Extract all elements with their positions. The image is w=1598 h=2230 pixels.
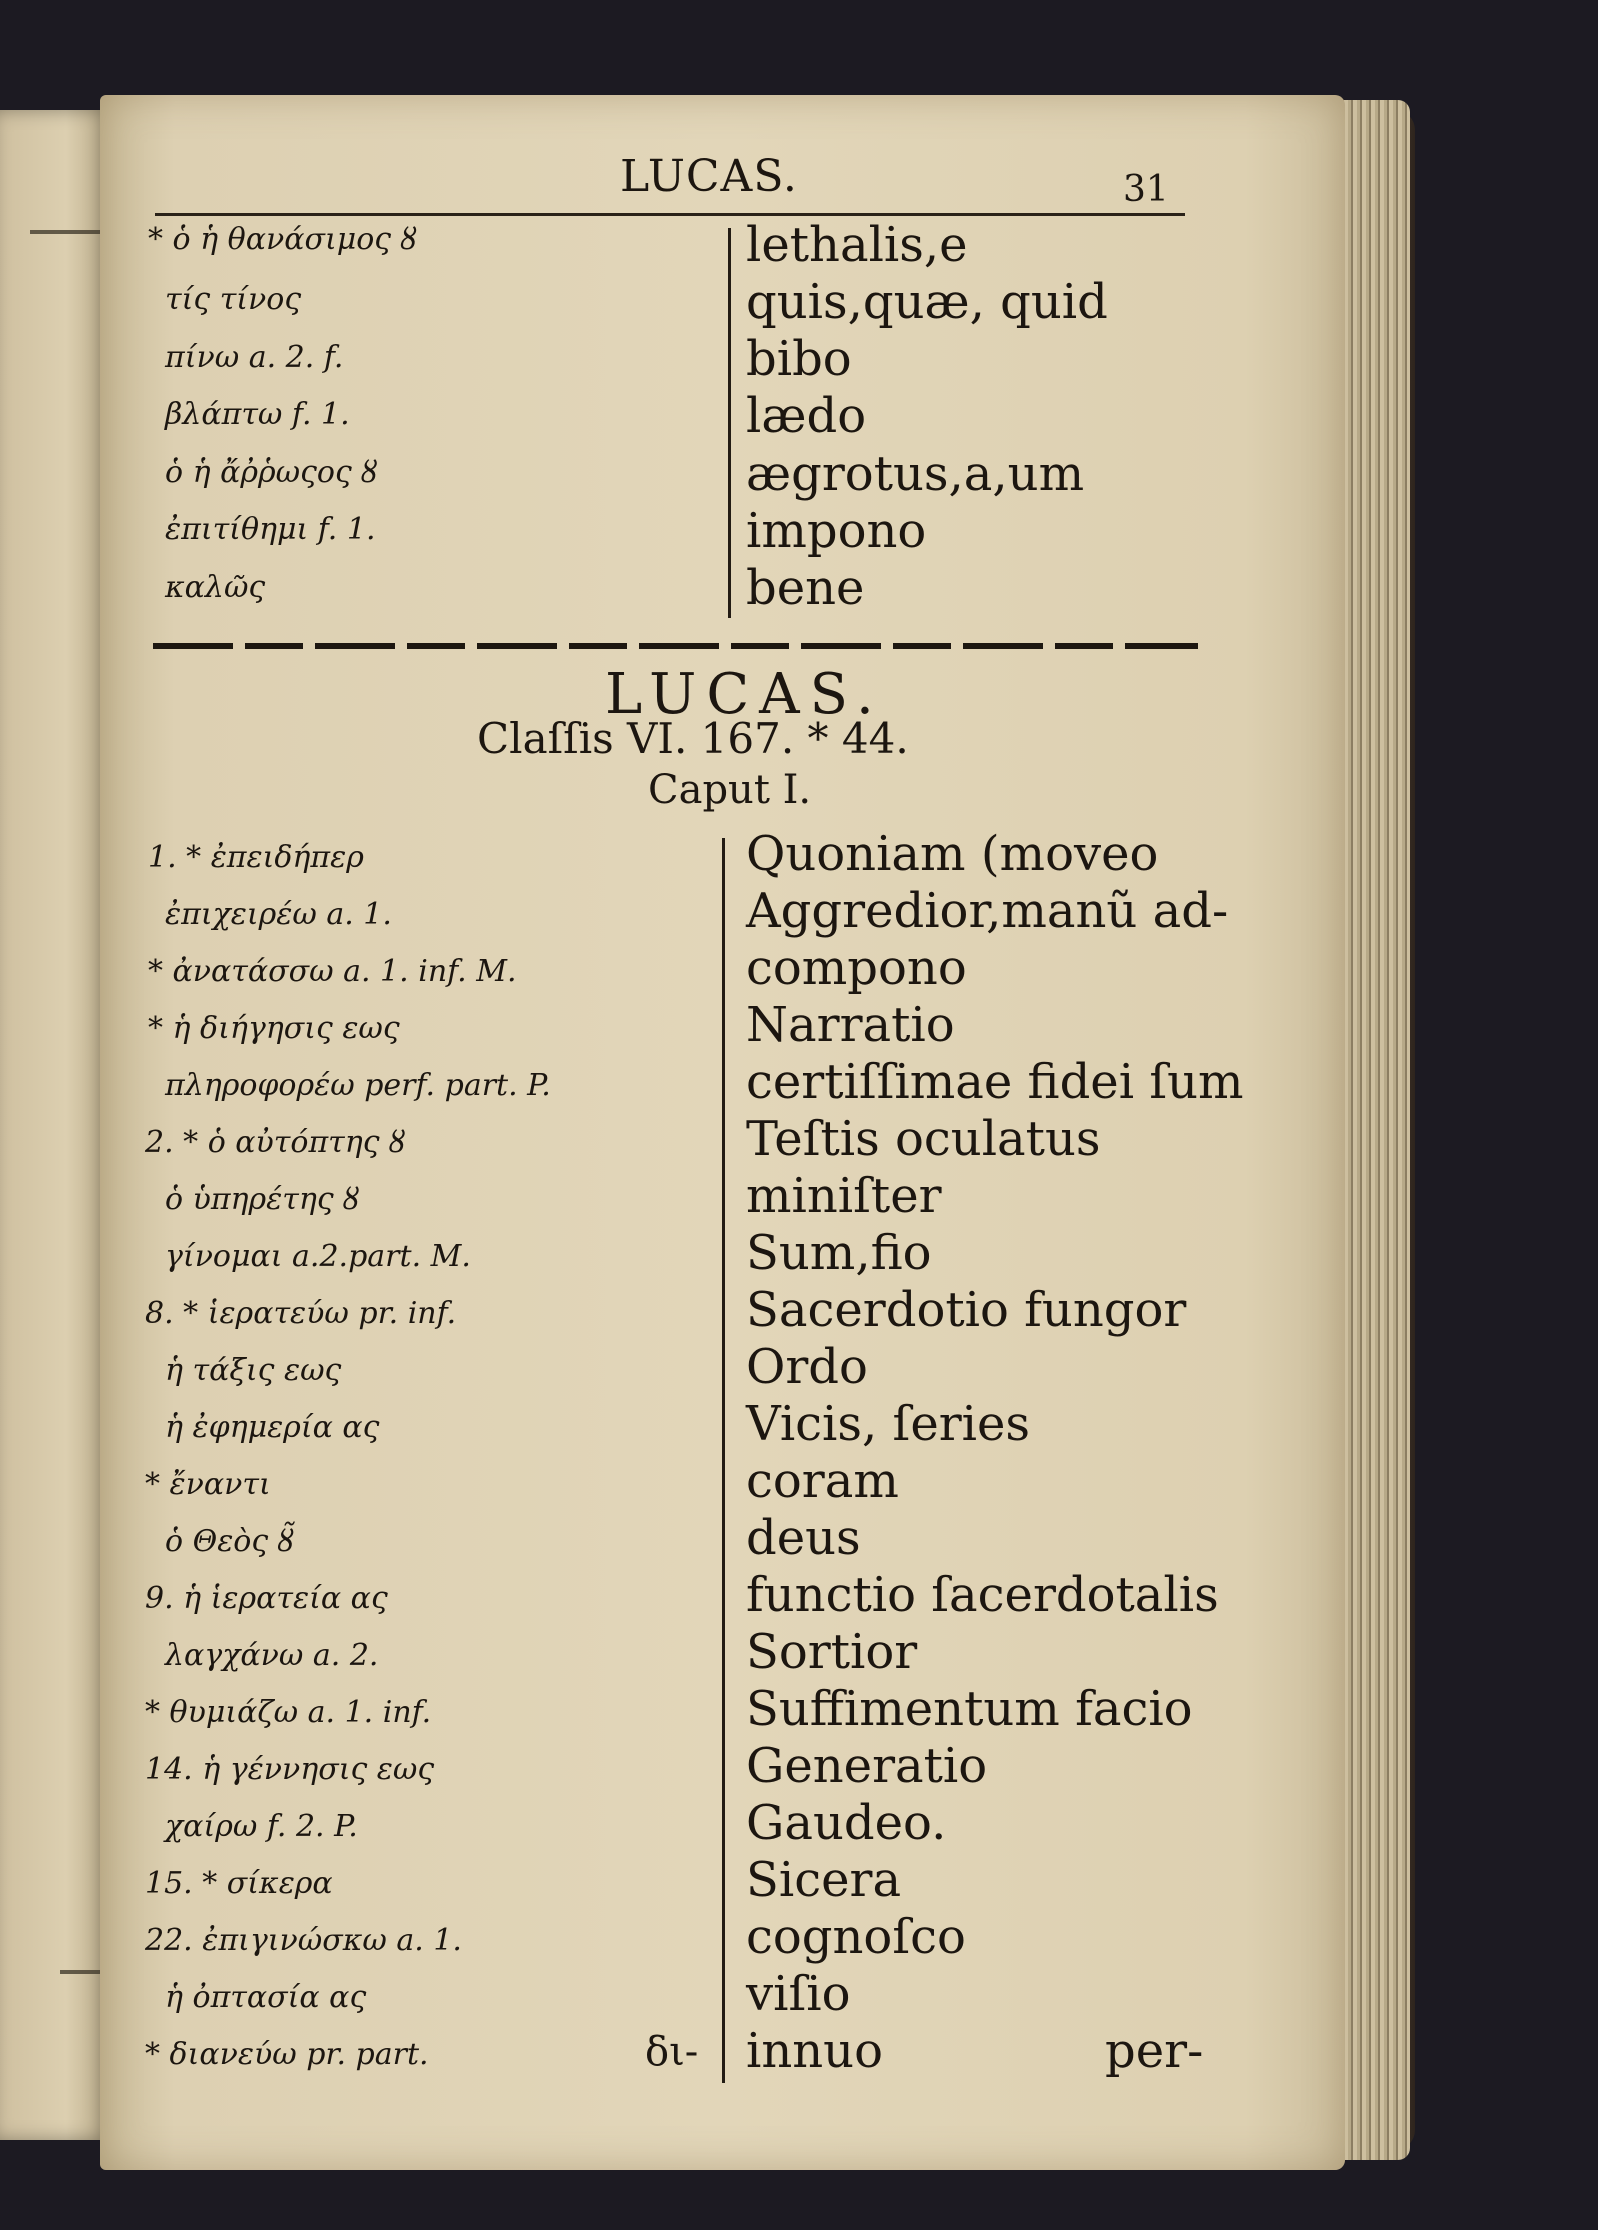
latin-gloss: functio ſacerdotalis (746, 1567, 1219, 1623)
latin-gloss: Suffimentum facio (746, 1681, 1193, 1737)
header-rule (155, 213, 1185, 216)
classis-line: Claſſis VI. 167. * 44. (477, 714, 909, 763)
latin-catchword: per- (1105, 2023, 1204, 2079)
latin-gloss: Sum,fio (746, 1225, 932, 1281)
greek-term: καλῶς (165, 570, 266, 605)
latin-gloss: Sortior (746, 1624, 918, 1680)
greek-term: * ἀνατάσσω a. 1. inf. M. (148, 954, 517, 989)
column-divider-top (728, 228, 731, 618)
latin-gloss: lethalis,e (746, 217, 968, 273)
latin-gloss: Teſtis oculatus (746, 1111, 1101, 1167)
greek-catchword: δι- (645, 2029, 699, 2075)
latin-gloss: innuo (746, 2023, 883, 2079)
greek-term: * θυμιάζω a. 1. inf. (145, 1695, 432, 1730)
greek-term: ἡ τάξις εως (165, 1353, 342, 1388)
greek-term: 15. * σίκερα (145, 1866, 333, 1901)
page-number: 31 (1123, 169, 1169, 210)
latin-gloss: Generatio (746, 1738, 988, 1794)
latin-gloss: ægrotus,a,um (746, 446, 1085, 502)
latin-gloss: Ordo (746, 1339, 868, 1395)
column-divider-main (722, 838, 725, 2083)
section-title: LUCAS. (605, 662, 884, 727)
latin-gloss: Aggredior,manũ ad- (746, 883, 1229, 939)
greek-term: 8. * ἱερατεύω pr. inf. (145, 1296, 457, 1331)
greek-term: ἡ ὀπτασία ας (165, 1980, 367, 2015)
latin-gloss: bibo (746, 331, 852, 387)
caput-heading: Caput I. (648, 767, 812, 813)
latin-gloss: viſio (746, 1966, 851, 2022)
latin-gloss: Sicera (746, 1852, 902, 1908)
facing-page-edge (0, 110, 110, 2140)
latin-gloss: Vicis, ſeries (746, 1396, 1031, 1452)
latin-gloss: cognoſco (746, 1909, 966, 1965)
greek-term: βλάπτω f. 1. (165, 397, 350, 432)
greek-term: * ἔναντι (145, 1467, 271, 1502)
latin-gloss: deus (746, 1510, 861, 1566)
latin-gloss: Quoniam (moveo (746, 826, 1159, 882)
greek-term: ὁ Θεὸς ȣ̃ (165, 1524, 295, 1559)
greek-term: * ὁ ἡ θανάσιμος ȣ (148, 222, 418, 257)
greek-term: 22. ἐπιγινώσκω a. 1. (145, 1923, 462, 1958)
latin-gloss: compono (746, 940, 967, 996)
latin-gloss: lædo (746, 388, 867, 444)
greek-term: ὁ ἡ ἄῤῥωςος ȣ (165, 455, 378, 490)
greek-term: πίνω a. 2. f. (165, 340, 344, 375)
greek-term: 2. * ὁ αὐτόπτης ȣ (145, 1125, 406, 1160)
greek-term: λαγχάνω a. 2. (165, 1638, 379, 1673)
latin-gloss: certiſſimae fidei ſum (746, 1054, 1244, 1110)
greek-term: * διανεύω pr. part. (145, 2037, 429, 2072)
greek-term: ἡ ἐφημερία ας (165, 1410, 380, 1445)
greek-term: γίνομαι a.2.part. M. (165, 1239, 471, 1274)
greek-term: 14. ἡ γέννησις εως (145, 1752, 435, 1787)
greek-term: ὁ ὑπηρέτης ȣ (165, 1182, 360, 1217)
latin-gloss: Gaudeo. (746, 1795, 947, 1851)
running-head: LUCAS. (620, 151, 798, 202)
greek-term: 9. ἡ ἱερατεία ας (145, 1581, 388, 1616)
latin-gloss: miniſter (746, 1168, 942, 1224)
greek-term: 1. * ἐπειδήπερ (148, 840, 364, 875)
latin-gloss: Narratio (746, 997, 955, 1053)
greek-term: ἐπιχειρέω a. 1. (165, 897, 392, 932)
section-divider (153, 643, 1198, 649)
greek-term: χαίρω f. 2. P. (165, 1809, 358, 1844)
latin-gloss: impono (746, 503, 927, 559)
greek-term: τίς τίνος (165, 282, 302, 317)
latin-gloss: coram (746, 1453, 899, 1509)
latin-gloss: bene (746, 560, 865, 616)
latin-gloss: Sacerdotio fungor (746, 1282, 1187, 1338)
greek-term: πληροφορέω perf. part. P. (165, 1068, 551, 1103)
greek-term: ἐπιτίθημι f. 1. (165, 512, 376, 547)
greek-term: * ἡ διήγησις εως (148, 1011, 400, 1046)
latin-gloss: quis,quæ, quid (746, 274, 1108, 330)
